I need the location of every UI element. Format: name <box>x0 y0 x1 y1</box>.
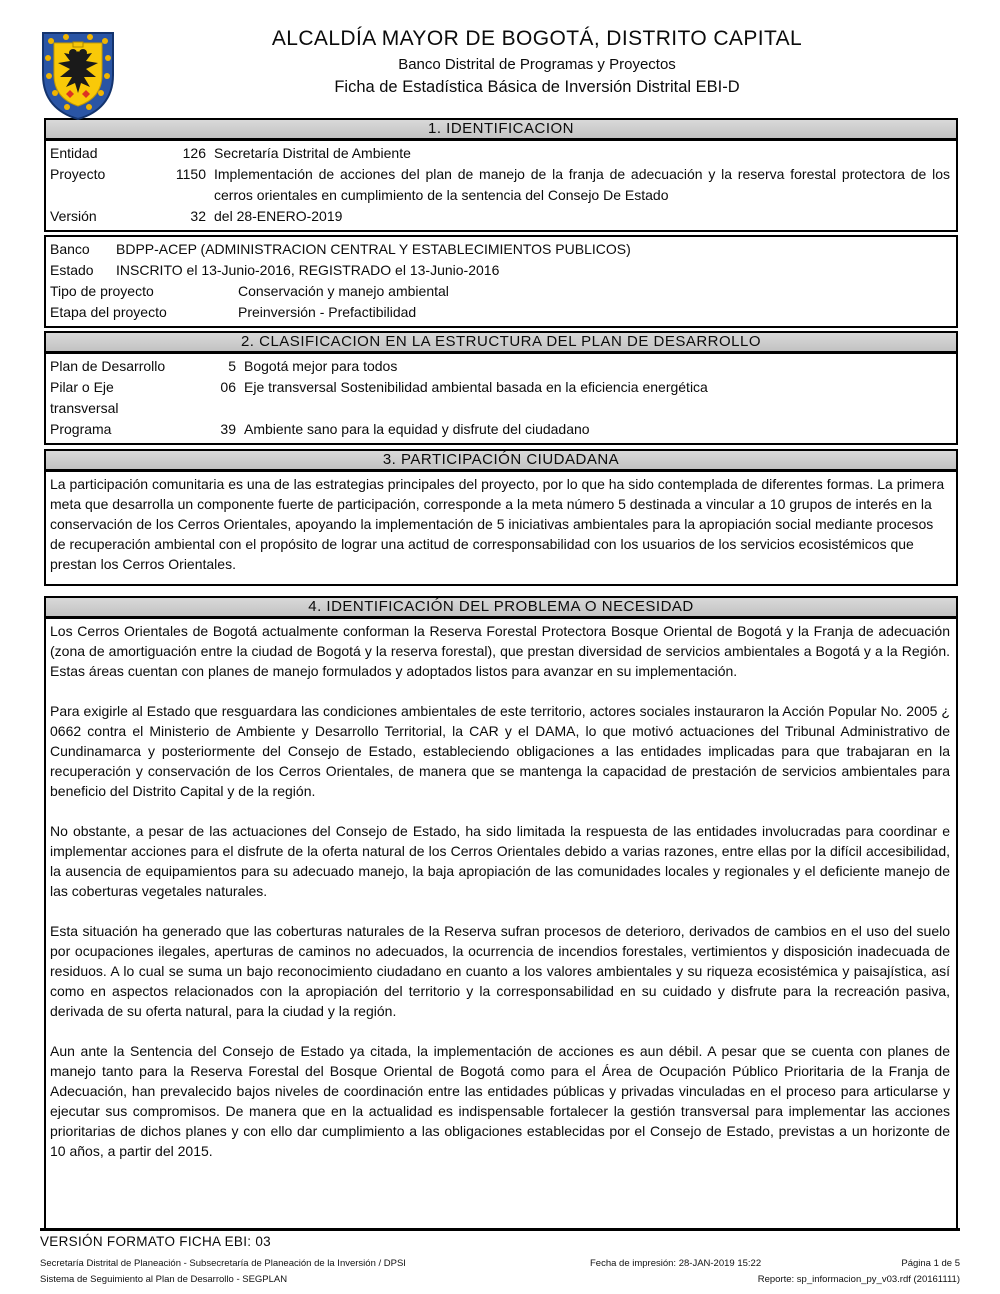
field-code: 5 <box>228 358 236 374</box>
print-date: Fecha de impresión: 28-JAN-2019 15:22 <box>590 1258 762 1269</box>
page-subtitle: Banco Distrital de Programas y Proyectos <box>398 56 676 73</box>
field-value: INSCRITO el 13-Junio-2016, REGISTRADO el 13-Junio-2016 <box>116 262 500 278</box>
field-label: Banco <box>50 241 90 257</box>
section4-problem-box <box>44 619 958 1231</box>
field-label: Entidad <box>50 145 98 161</box>
field-value: Bogotá mejor para todos <box>244 358 398 374</box>
problem-paragraph-1: Los Cerros Orientales de Bogotá actualmente conforman la Reserva Forestal Protectora Bosque Oriental de Bogotá y la Franja de adecuación (zona de amortiguación entre la ciudad de Bogotá y la reserva forestal), que prestan diversidad de servicios ambientales a Bogotá y a la Región. Estas áreas cuentan con planes de manejo formulados y adoptados listos para avanzar en su implementación. <box>50 623 950 679</box>
participation-paragraph: La participación comunitaria es una de las estrategias principales del proyecto, por lo que ha sido contemplada de diferentes formas. La primera meta que desarrolla un componente fuerte de participación, corresponde a la meta número 5 destinada a vincular a 10 grupos de interés en la conservación de los Cerros Orientales, apoyando la implementación de 5 iniciativas ambientales para la apropiación social mediante procesos de recuperación ambiental con el propósito de lograr una actitud de corresponsabilidad con los usuarios de los servicios ecosistémicos que prestan los Cerros Orientales. <box>50 476 945 572</box>
field-label: Plan de Desarrollo <box>50 358 166 374</box>
section1-status-box <box>44 235 958 328</box>
section3-header: 3. PARTICIPACIÓN CIUDADANA <box>44 449 958 472</box>
field-label: Versión <box>50 208 97 224</box>
section3-participation-box <box>44 472 958 586</box>
problem-paragraph-5: Aun ante la Sentencia del Consejo de Estado ya citada, la implementación de acciones es aun débil. A pesar que se cuenta con planes de manejo tanto para la Reserva Forestal del Bosque Oriental de Bogotá como para el Área de Ocupación Público Prioritaria de la Franja de Adecuación, han prevalecido bajos niveles de coordinación entre las entidades públicas y privadas vinculadas en el proceso para articularse y ejecutar sus compromisos. De manera que en la actualidad es indispensable fortalecer la gestión transversal para implementar las acciones prioritarias de dichos planes y con ello dar cumplimiento a las obligaciones establecidas por el Consejo de Estado, previstas a un horizonte de 10 años, a partir del 2015. <box>50 1043 950 1159</box>
field-row-pilar-eje <box>50 377 950 419</box>
field-row-entidad <box>50 143 950 164</box>
header-titles <box>116 0 958 97</box>
problem-paragraph-2: Para exigirle al Estado que resguardara las condiciones ambientales de este territorio, actores sociales instauraron la Acción Popular No. 2005 ¿ 0662 contra el Ministerio de Ambiente y Desarrollo Territorial, la CAR y el DAMA, lo que motivó actuaciones del Tribunal Administrativo de Cundinamarca y posteriormente del Consejo de Estado, estableciendo obligaciones a las entidades implicadas para que trabajaran en la recuperación y conservación de los Cerros Orientales, de manera que se mantenga la capacidad de prestación de servicios ambientales para beneficio del Distrito Capital y de la región. <box>50 703 950 799</box>
report-name: Reporte: sp_informacion_py_v03.rdf (20161111) <box>757 1274 960 1285</box>
page-number: Página 1 de 5 <box>901 1258 960 1269</box>
problem-paragraph-4: Esta situación ha generado que las coberturas naturales de la Reserva sufran procesos de deterioro, derivados de cambios en el uso del suelo por ocupaciones ilegales, aperturas de caminos no adecuados, la ocurrencia de incendios forestales, vertimientos y disposición inadecuada de residuos. A lo cual se suma un bajo reconocimiento ciudadano en cuanto a los valores ambientales y su riqueza ecosistémica y paisajística, así como en aspectos relacionados con la apropiación del territorio y la corresponsabilidad en su cuidado y disfrute para la recreación pasiva, derivada de su oferta natural, para la ciudad y la región. <box>50 923 950 1019</box>
field-row-plan-desarrollo <box>50 356 950 377</box>
footer-print-row <box>590 1256 960 1272</box>
field-code: 06 <box>220 379 236 395</box>
field-code: 32 <box>190 208 206 224</box>
field-label: Etapa del proyecto <box>50 304 167 320</box>
field-code: 1150 <box>175 166 206 182</box>
field-value: BDPP-ACEP (ADMINISTRACION CENTRAL Y ESTABLECIMIENTOS PUBLICOS) <box>116 241 631 257</box>
footer-divider <box>40 1228 960 1231</box>
footer-columns <box>40 1256 960 1288</box>
field-value: Ambiente sano para la equidad y disfrute del ciudadano <box>244 421 590 437</box>
footer-report-row <box>590 1272 960 1288</box>
section2-classification-box <box>44 354 958 445</box>
document-header <box>0 0 1000 118</box>
footer-right-column <box>590 1256 960 1288</box>
footer-system-line: Sistema de Seguimiento al Plan de Desarrollo - SEGPLAN <box>40 1274 288 1285</box>
field-value: Eje transversal Sostenibilidad ambiental basada en la eficiencia energética <box>244 379 708 395</box>
page-footer <box>40 1228 960 1288</box>
problem-paragraph-3: No obstante, a pesar de las actuaciones del Consejo de Estado, ha sido limitada la respuesta de las entidades involucradas para coordinar e implementar acciones para el disfrute de la oferta natural de los Cerros Orientales debido a varias razones, entre ellas por la difícil accesibilidad, la ausencia de equipamientos para su adecuado manejo, la baja apropiación de las comunidades locales y regionales y el deficiente manejo de las coberturas vegetales naturales. <box>50 823 950 899</box>
field-value: Implementación de acciones del plan de manejo de la franja de adecuación y la reserva forestal protectora de los cerros orientales en cumplimiento de la sentencia del Consejo De Estado <box>214 166 950 203</box>
field-value: Conservación y manejo ambiental <box>238 283 449 299</box>
field-label: Pilar o Eje transversal <box>50 379 119 416</box>
field-value: Preinversión - Prefactibilidad <box>238 304 417 320</box>
field-row-estado <box>50 260 950 281</box>
field-label: Proyecto <box>50 166 106 182</box>
section2-header: 2. CLASIFICACION EN LA ESTRUCTURA DEL PLAN DE DESARROLLO <box>44 331 958 354</box>
document-title: Ficha de Estadística Básica de Inversión Distrital EBI-D <box>334 78 740 96</box>
field-row-proyecto <box>50 164 950 206</box>
field-row-tipo-proyecto <box>50 281 950 302</box>
section1-header: 1. IDENTIFICACION <box>44 118 958 141</box>
field-value: Secretaría Distrital de Ambiente <box>214 145 411 161</box>
field-label: Estado <box>50 262 94 278</box>
section1-identification-box <box>44 141 958 232</box>
section4-header: 4. IDENTIFICACIÓN DEL PROBLEMA O NECESIDAD <box>44 596 958 619</box>
field-code: 39 <box>220 421 236 437</box>
field-row-etapa-proyecto <box>50 302 950 323</box>
field-row-programa <box>50 419 950 440</box>
field-row-banco <box>50 239 950 260</box>
bogota-coat-of-arms-icon <box>40 29 116 121</box>
footer-left-column <box>40 1256 590 1288</box>
field-value: del 28-ENERO-2019 <box>214 208 343 224</box>
field-row-version <box>50 206 950 227</box>
footer-format-version: VERSIÓN FORMATO FICHA EBI: 03 <box>40 1234 271 1249</box>
footer-entity-line: Secretaría Distrital de Planeación - Subsecretaría de Planeación de la Inversión / DPSI <box>40 1258 406 1269</box>
field-code: 126 <box>182 145 206 161</box>
field-label: Tipo de proyecto <box>50 283 154 299</box>
field-label: Programa <box>50 421 112 437</box>
page-title: ALCALDÍA MAYOR DE BOGOTÁ, DISTRITO CAPITAL <box>271 27 803 50</box>
document-body <box>0 118 1000 1231</box>
